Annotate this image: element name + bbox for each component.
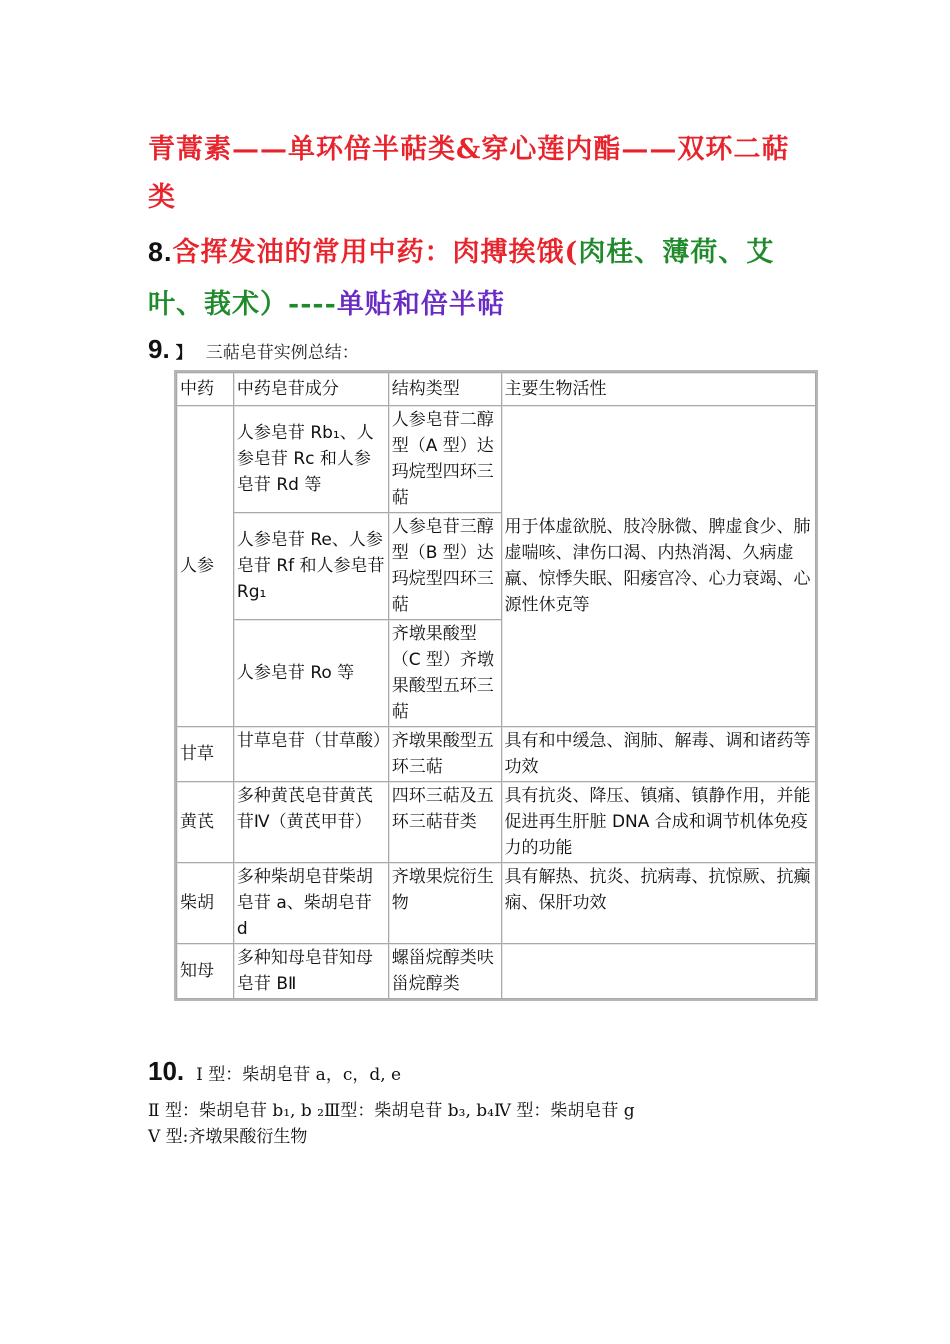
table-row xyxy=(177,944,816,999)
item8-number: 8. xyxy=(148,237,173,267)
cell-activity: 用于体虚欲脱、肢冷脉微、脾虚食少、肺虚喘咳、津伤口渴、内热消渴、久病虚羸、惊悸失眠、阳痿宫冷、心力衰竭、心源性休克等 xyxy=(501,406,815,727)
item10-line3: Ⅴ 型:齐墩果酸衍生物 xyxy=(148,1127,308,1147)
item10-heading xyxy=(148,1056,401,1087)
header-structure: 结构类型 xyxy=(388,373,501,406)
cell-herb: 知母 xyxy=(177,944,234,999)
item10-line1: Ⅰ 型：柴胡皂苷 a，c，d, e xyxy=(196,1065,402,1085)
item8-herbs: 肉桂、薄荷、艾叶、莪术） xyxy=(148,237,775,320)
cell-structure: 齐墩果酸型（C 型）齐墩果酸型五环三萜 xyxy=(388,620,501,727)
cell-structure: 人参皂苷三醇型（B 型）达玛烷型四环三萜 xyxy=(388,513,501,620)
item10-number: 10. xyxy=(148,1056,185,1086)
cell-component: 人参皂苷 Ro 等 xyxy=(233,620,388,727)
cell-herb: 甘草 xyxy=(177,727,234,782)
table-header-row xyxy=(177,373,816,406)
cell-activity: 具有抗炎、降压、镇痛、镇静作用，并能促进再生肝脏 DNA 合成和调节机体免疫力的功能 xyxy=(501,782,815,863)
item7-text: 青蒿素——单环倍半萜类&穿心莲内酯——双环二萜类 xyxy=(148,134,790,213)
header-activity: 主要生物活性 xyxy=(501,373,815,406)
table-row xyxy=(177,782,816,863)
item8-lead: 含挥发油的常用中药：肉搏挨饿( xyxy=(172,237,579,268)
item9-number: 9. xyxy=(148,334,170,364)
cell-structure: 四环三萜及五环三萜苷类 xyxy=(388,782,501,863)
header-herb: 中药 xyxy=(177,373,234,406)
cell-herb: 黄芪 xyxy=(177,782,234,863)
cell-structure: 螺甾烷醇类呋甾烷醇类 xyxy=(388,944,501,999)
cell-component: 多种知母皂苷知母皂苷 BⅡ xyxy=(233,944,388,999)
cell-herb: 柴胡 xyxy=(177,863,234,944)
cell-structure: 齐墩果烷衍生物 xyxy=(388,863,501,944)
header-component: 中药皂苷成分 xyxy=(233,373,388,406)
cell-component: 甘草皂苷（甘草酸） xyxy=(233,727,388,782)
table-row xyxy=(177,406,816,513)
item8-tail: 单贴和倍半萜 xyxy=(336,289,505,320)
cell-structure: 齐墩果酸型五环三萜 xyxy=(388,727,501,782)
cell-component: 人参皂苷 Rb₁、人参皂苷 Rc 和人参皂苷 Rd 等 xyxy=(233,406,388,513)
item10-line2: Ⅱ 型：柴胡皂苷 b₁, b ₂Ⅲ型：柴胡皂苷 b₃, b₄Ⅳ 型：柴胡皂苷 g xyxy=(148,1101,635,1121)
cell-herb: 人参 xyxy=(177,406,234,727)
item8-dash: ---- xyxy=(288,289,337,320)
cell-activity: 具有和中缓急、润肺、解毒、调和诸药等功效 xyxy=(501,727,815,782)
table-row xyxy=(177,863,816,944)
cell-component: 多种黄芪皂苷黄芪苷Ⅳ（黄芪甲苷） xyxy=(233,782,388,863)
table-row xyxy=(177,727,816,782)
cell-activity xyxy=(501,944,815,999)
item9-title: 三萜皂苷实例总结： xyxy=(205,343,359,363)
cell-activity: 具有解热、抗炎、抗病毒、抗惊厥、抗癫痫、保肝功效 xyxy=(501,863,815,944)
saponin-table xyxy=(176,372,816,999)
item9-bracket: 】 xyxy=(175,345,192,362)
cell-component: 多种柴胡皂苷柴胡皂苷 a、柴胡皂苷 d xyxy=(233,863,388,944)
cell-structure: 人参皂苷二醇型（A 型）达玛烷型四环三萜 xyxy=(388,406,501,513)
item8-paragraph xyxy=(148,226,808,331)
cell-component: 人参皂苷 Re、人参皂苷 Rf 和人参皂苷 Rg₁ xyxy=(233,513,388,620)
item9-heading xyxy=(148,334,359,364)
